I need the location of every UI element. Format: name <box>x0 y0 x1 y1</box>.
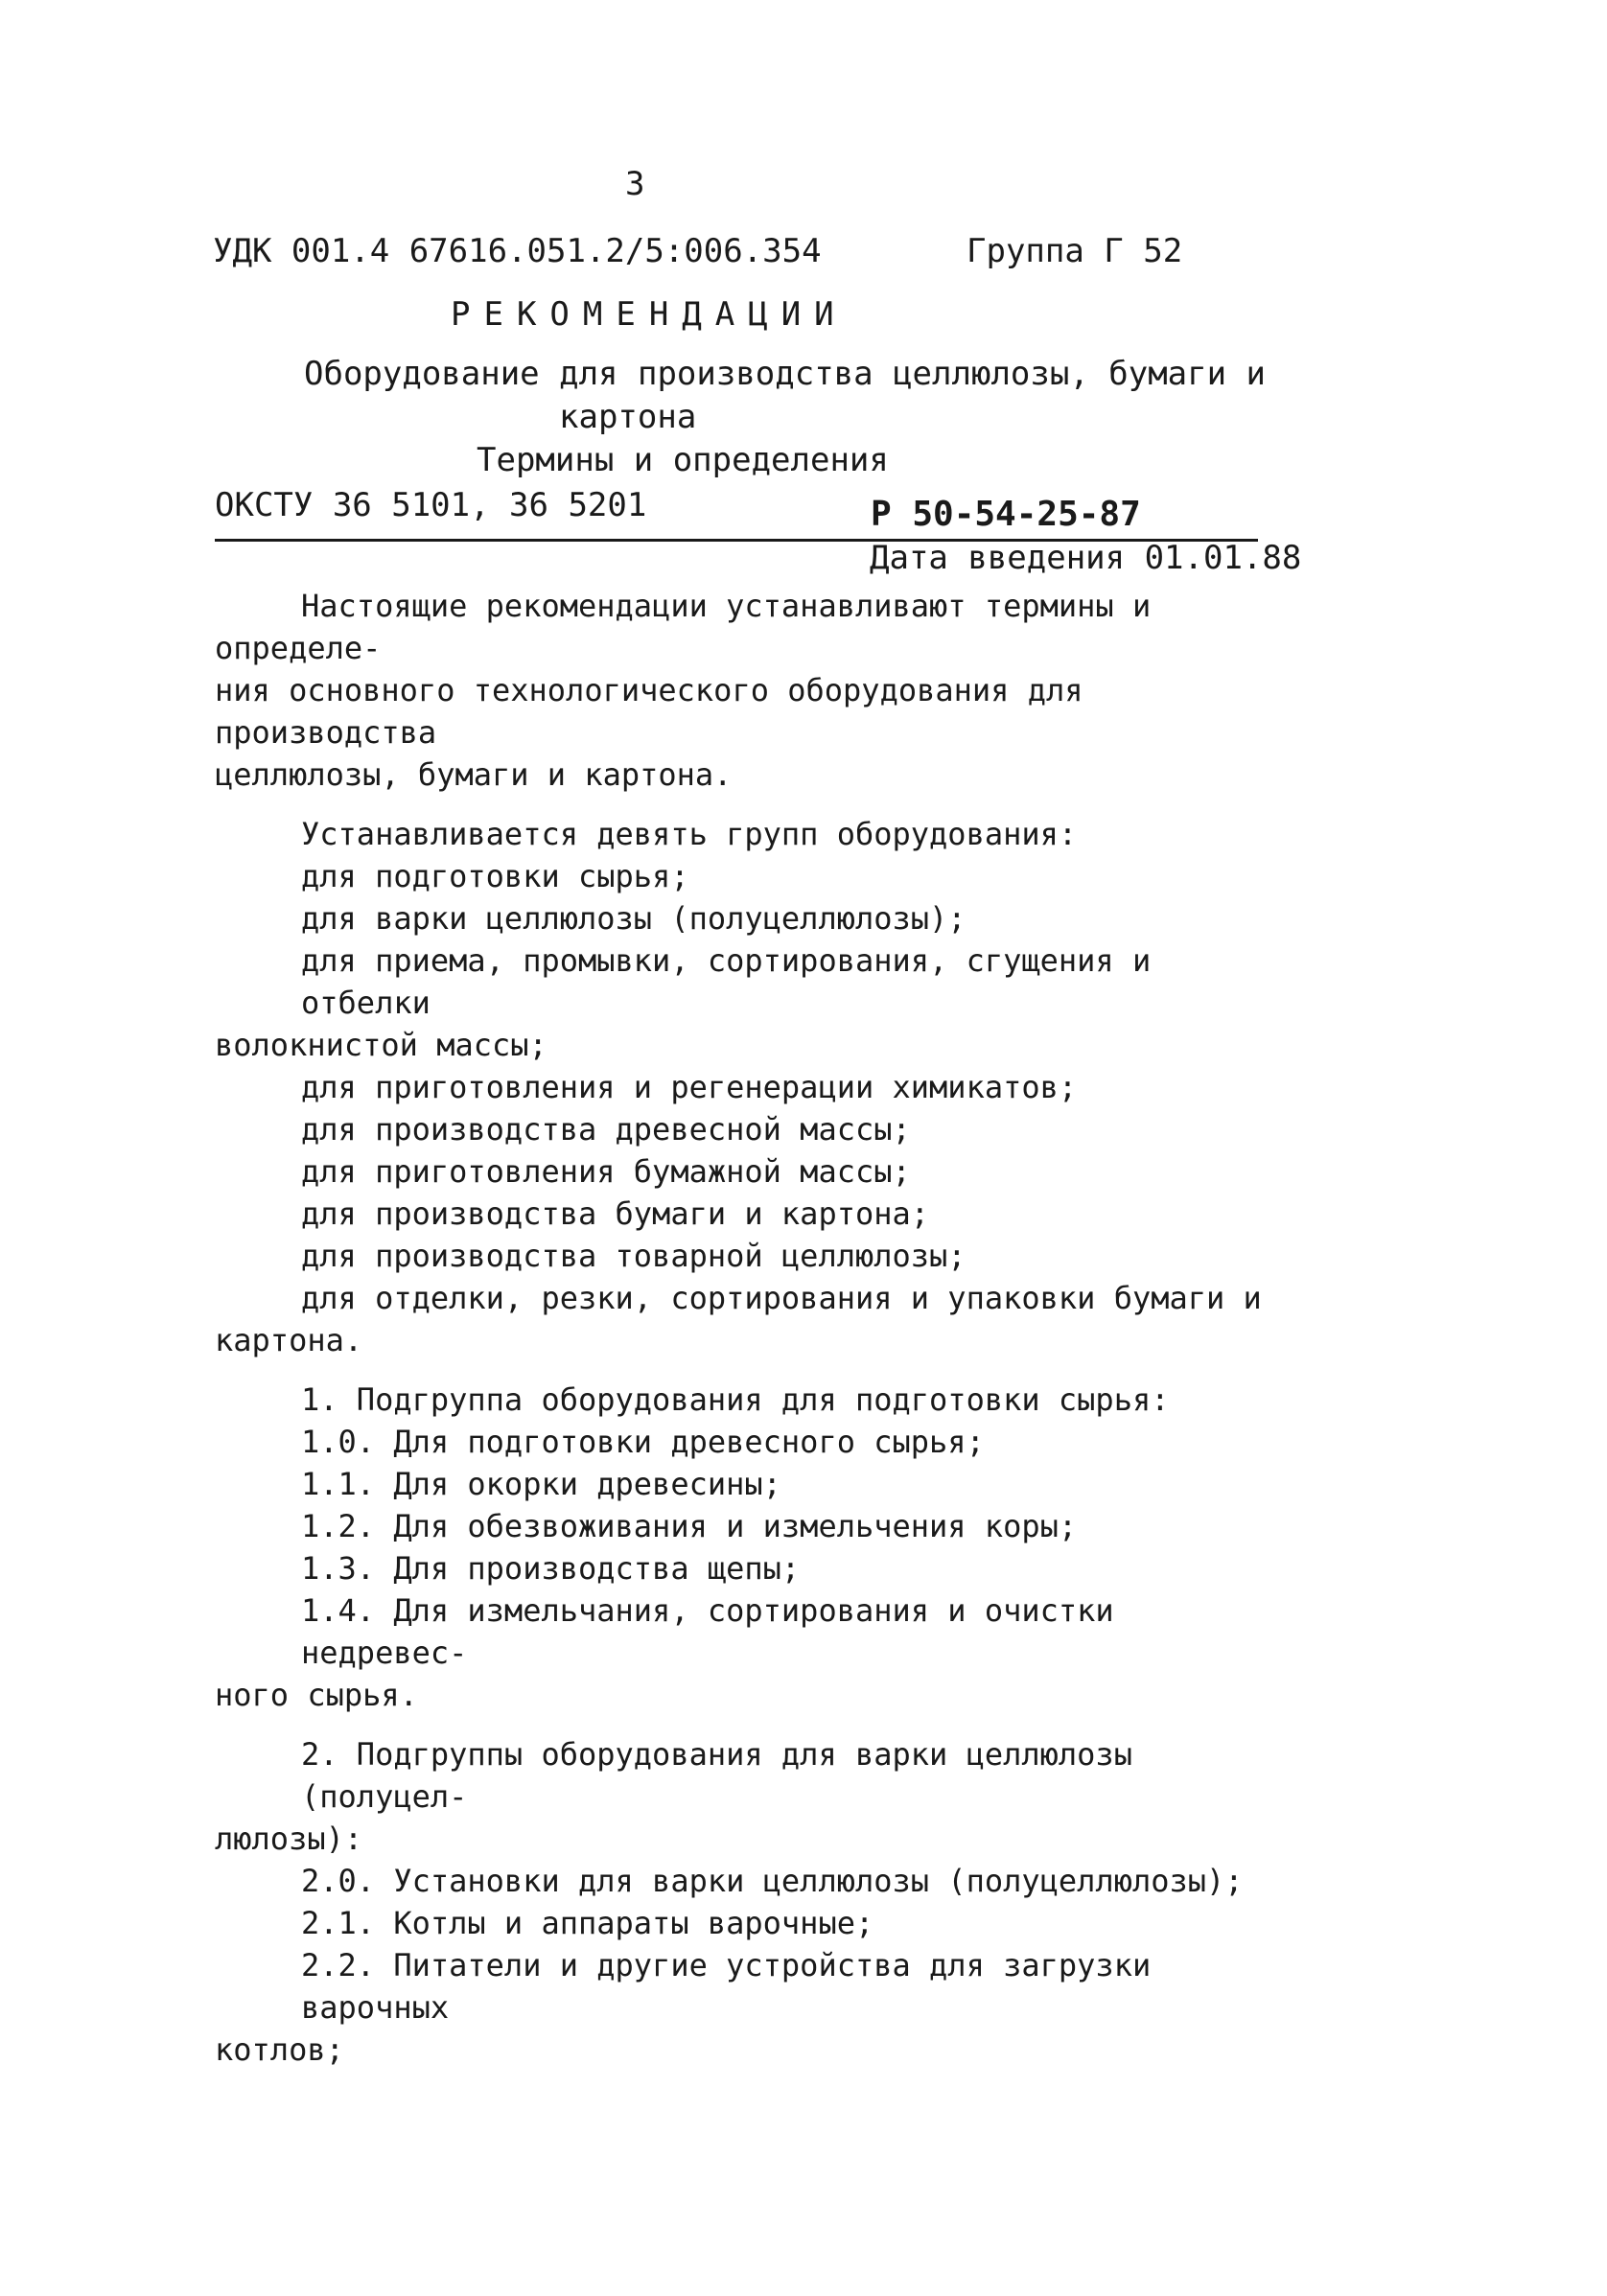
group-list-item: для производства товарной целлюлозы; <box>301 1238 967 1274</box>
group-list-item: для отделки, резки, сортирования и упаковки бумаги и <box>301 1280 1262 1316</box>
group-list-item: для приготовления бумажной массы; <box>301 1153 911 1190</box>
spacer <box>215 796 1269 813</box>
section-1-item: 1.2. Для обезвоживания и измельчения коры; <box>301 1508 1078 1544</box>
spacer <box>215 1716 1269 1733</box>
group-list-item: для приготовления и регенерации химикатов; <box>301 1069 1078 1105</box>
section-1-item: 1.3. Для производства щепы; <box>301 1550 801 1587</box>
groups-heading: Устанавливается девять групп оборудования: <box>301 816 1078 852</box>
group-list-item: для подготовки сырья; <box>301 858 689 894</box>
section-2-item-continued: котлов; <box>215 2031 344 2068</box>
document-designation: Р 50-54-25-87 <box>871 495 1141 534</box>
section-2-heading: 2. Подгруппы оборудования для варки целлюлозы (полуцел- <box>301 1736 1132 1815</box>
subtitle-line-1: Оборудование для производства целлюлозы, бумаги и <box>304 355 1267 393</box>
section-1-item-continued: ного сырья. <box>215 1677 418 1713</box>
section-1-item: 1.0. Для подготовки древесного сырья; <box>301 1424 985 1460</box>
group-code: Группа Г 52 <box>967 232 1183 270</box>
subtitle-line-2: картона <box>559 398 697 436</box>
group-list-item: для варки целлюлозы (полуцеллюлозы); <box>301 900 967 937</box>
section-1-item: 1.4. Для измельчания, сортирования и очистки недревес- <box>301 1592 1114 1671</box>
group-list-item: для производства бумаги и картона; <box>301 1195 930 1232</box>
group-list-item: для производства древесной массы; <box>301 1111 911 1148</box>
intro-paragraph-line: целлюлозы, бумаги и картона. <box>215 756 733 793</box>
page-number: 3 <box>625 165 645 203</box>
group-list-item: для приема, промывки, сортирования, сгущения и отбелки <box>301 942 1152 1021</box>
subtitle-line-3: Термины и определения <box>477 441 889 479</box>
section-2-item: 2.1. Котлы и аппараты варочные; <box>301 1905 874 1941</box>
intro-paragraph-line: ния основного технологического оборудования для производства <box>215 672 1083 751</box>
oksty-code: ОКСТУ 36 5101, 36 5201 <box>215 486 647 524</box>
group-list-item-continued: волокнистой массы; <box>215 1027 547 1063</box>
section-2-heading-continued: люлозы): <box>215 1821 363 1857</box>
intro-paragraph-line: Настоящие рекомендации устанавливают термины и определе- <box>215 588 1152 666</box>
udk-code: УДК 001.4 67616.051.2/5:006.354 <box>213 232 822 270</box>
group-list-item-continued: картона. <box>215 1322 363 1358</box>
section-1-heading: 1. Подгруппа оборудования для подготовки сырья: <box>301 1381 1170 1418</box>
section-2-item: 2.2. Питатели и другие устройства для загрузки варочных <box>301 1947 1152 2026</box>
section-2-item: 2.0. Установки для варки целлюлозы (полуцеллюлозы); <box>301 1863 1244 1899</box>
section-1-item: 1.1. Для окорки древесины; <box>301 1466 781 1502</box>
introduction-date: Дата введения 01.01.88 <box>870 539 1302 577</box>
document-title: РЕКОМЕНДАЦИИ <box>451 295 848 334</box>
spacer <box>215 1361 1269 1379</box>
document-body <box>215 585 1269 2071</box>
